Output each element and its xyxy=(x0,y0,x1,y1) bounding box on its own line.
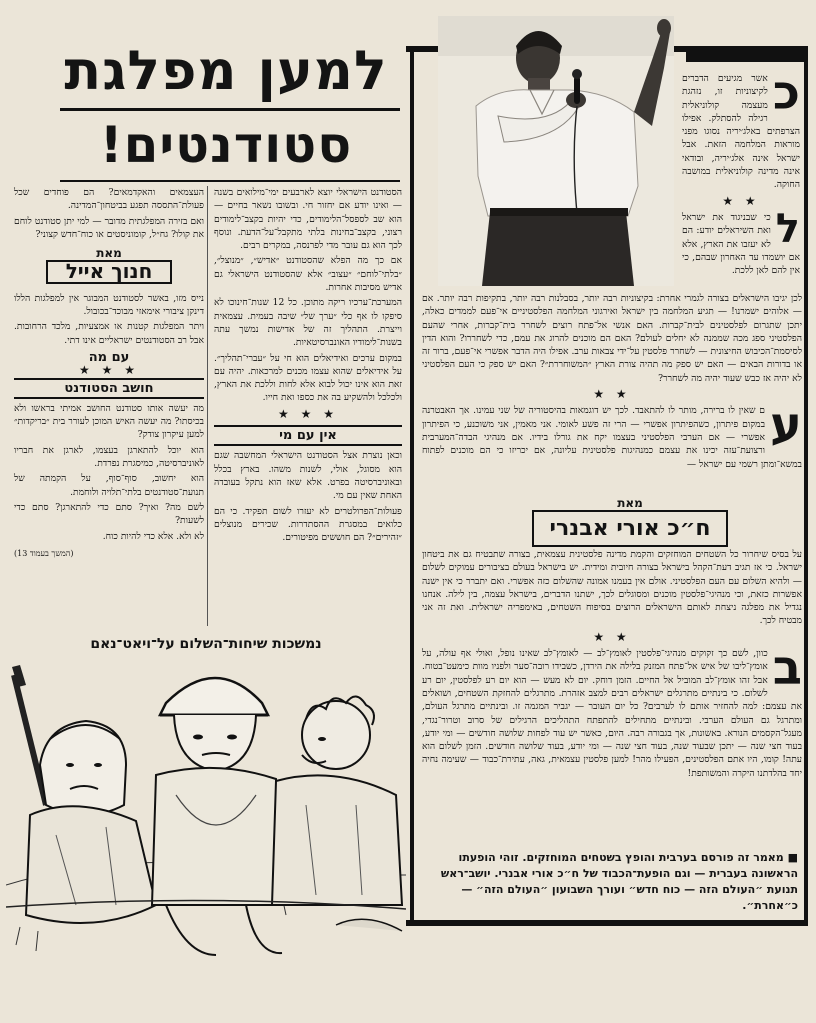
cartoon-illustration xyxy=(6,655,406,961)
right-body-column xyxy=(422,292,802,473)
left-col2-para7: הוא יחשוב, סוף־סוף, על הקמתה של תנועת־סטודנטים בלתי־תלויה ולוחמת. xyxy=(14,473,204,498)
left-col2-para6: הוא יוכל להתארגן בעצמו, לארגן את חבריו לאוניברסיטה, כמיסגרת נפרדת. xyxy=(14,444,204,470)
left-col2-para1: העצמאים והאקדמאים? הם פוחדים שכל פעולת־התססה תפגע בביטחון־המדינה. xyxy=(14,187,204,212)
headline-line-1: למען מפלגת xyxy=(64,39,388,102)
left-col1-para5: וכאן נוצרת אצל הסטודנט הישראלי המחשבה שגם הוא מסוגל, אולי, לשנות משהו. בארץ בכלל ובאוניברסיטה בפרט. אלא שאז הוא נתקל בעובדה האחת שאין עם מי. xyxy=(214,450,402,502)
speaker-photo xyxy=(438,16,674,286)
byline-prefix: מאת xyxy=(617,496,643,510)
paragraph-6: כוון, לשם כך זקוקים מנהיגי־פלסטין לאומץ־לב — לאומץ־לב שאינו נופל, ואולי אף עולה, על אומץ־ליבו של איש אל־פתח המזנק בלילה את הירדן, כשבידו רובה־סער ולפניו מוות כימעט־בטוח. אבל זהו אומץ־לב המוביל אל החיים. הזמן דוחק. יום לא מעש — הוא יום רע לפלסטין, יום רע לשלום. כי בינתיים מתרגלים ישראלים רבים למצב אזהרת. מתרגלים להחזקת השטחים, ושואלים את עצמם: למה להחזיר אותם לו לערבים? כל יום העובר — יגביר המגמה זו. ובינתיים מתרגל העולם, ומתרגל גם העולם הערבי. ובינתיים מתחילים להתפתח התהליכים הרגילים של סרוב וטרור־נגדי, מעגל־הקסמים הנורא. באשונות, אך בגבורה רבה. היום, כאשר יש עוד לפחות שלושה חודשים — ומי יודע, בעוד חצי שנה — יתכן שבעוד שנה, בעוד חצי שנה — ומי יודע, בעוד שלושה חודשים. הזמן לשלום הוא עתה! קומו, היו אתם הפלסטינים, הפעילו מהר! למען פלסטין עצמאית, גאה, עתירת־כבוד — שעימה נחיה יחד בהלדתנו היקרה והמשותפת! xyxy=(422,648,802,779)
left-byline xyxy=(14,247,204,284)
stars-divider: ★ ★ xyxy=(722,193,760,208)
dropcap-4: ב xyxy=(772,640,802,697)
left-col2-para5: מה יעשה אותו סטודנט החושב אמיתי בראשו ולא בכיסתו? מה יעשה האיש המוכן לעורר בית ״בריקדות״ למען עיקרון צודק? xyxy=(14,402,204,441)
left-col2-para3: נייס מזו, באשר לסטודנט המבוגר אין למפלגות הללו דינקן ציבורי אימאזי מבוכד־בכובול. xyxy=(14,292,204,318)
stars-divider-2: ★ ★ xyxy=(593,387,631,402)
left-col1-para2: אם כך מה הפלא שהסטודנט ״אדיש״, ״מנוצל״, ״בלתי־לוחם״ ״עצוב״ אלא שהסטודנט הישראלי גם אדיש מסיבות אחרות. xyxy=(214,255,402,294)
dropcap-2: ל xyxy=(775,205,800,252)
column-divider xyxy=(207,186,208,626)
left-stars-2: ★ ★ ★ xyxy=(79,363,139,378)
dropcap-1: כ xyxy=(772,65,800,121)
left-col1-para3: המערכת־ערכיו ריקה מתוכן. כל 12 שנות־חינוכו לא סיפקו לו אף כלי ״ערך של״ שיבה בעמית. עצמאית וייצרת. התהליך זה של אדישות נמשך עתה בשנות־לימודיו האונברסיטאיות. xyxy=(214,297,402,349)
frame-title-bar xyxy=(686,46,808,62)
headline-line-2: סטודנטים! xyxy=(99,116,353,174)
footnote-text: ■ מאמר זה פורסם בערבית והופץ בשטחים המוחזקים. זוהי הופעתו הראשונה בעברית — וגם הופעת־הכבוד של ח״כ אורי אבנרי. יושב־ראש תנועת ״העולם הזה — כוח חדש״ ועורך השבועון ״העולם הזה״ — כ״אחרת״. xyxy=(440,851,798,912)
byline-name: ח״כ אורי אבנרי xyxy=(532,510,729,547)
stars-divider-3: ★ ★ xyxy=(593,629,631,644)
intro-paragraph: אשר מגיעים הדברים לקיצוניות זו, נזהגת מעצמה קולוניאלית רגילה להסתלק. אפילו הצרפתים באלג׳יריה נסוגו מפני מוראות המלחמה הזאת. אבל ישראל אינה אלג׳יריה, ובודאי אינה מדינה קולוניאלית במושבה החוקה. xyxy=(682,73,800,191)
left-col1-para1: הסטודנט הישראלי יוצא לארבעים ימי־מילואים בשנה — ואינו יודע אם יחזור חי. ובשובו נשאר בחיים — הוא שב לספסל־הלימודים, כדי יהיות בקצב־לימודים רצוני, בקצב־בחינות בלתי מתקבל־על־הדעת. ונוסף לכך הוא גם עובר מדי לפרנסה, במקרים רבים. xyxy=(214,187,402,252)
dropcap-3: ע xyxy=(770,397,802,454)
right-intro-column xyxy=(682,65,800,279)
editor-footnote xyxy=(418,850,798,914)
left-col2-para8: לשם מה? ואיך? סתם כדי להתארגן? סתם כדי לשעות? xyxy=(14,501,204,527)
subhead-with-what: עם מה xyxy=(88,349,130,365)
left-byline-prefix: מאת xyxy=(96,246,122,261)
left-col1-para6: פעולות־הפרולטרים לא יעזרו לשום תפקיד. כי הם כלואים במסגרת ההסתדרות. שכירים מנוצלים ״זהירים״? הם חוששים מפיטורים. xyxy=(214,505,402,544)
left-column-1 xyxy=(214,186,402,546)
paragraph-2: כי שבניגוד את ישראל ואת השיראלים יודע: הם לא יעזבו את הארץ, אלא אם יושמדו עד האחרון שבהם, כי אין להם לאן ללכת. xyxy=(682,211,800,277)
cartoon-caption: נמשכות שיחות־השלום על־ויאט־נאם xyxy=(90,636,322,652)
left-col2-para2: ואם בזירה המפלגתית מדובר — למי יתן סטודנט לוחם את קולו? גח״ל, קומוניסטים או כוח־חדש קצוני? xyxy=(14,215,204,240)
frame-top-bar xyxy=(406,46,442,52)
left-col2-para4: ויתר המפלגות קטנות או אמצעיות, מלכד הרחובות. אבל רב הסטודנטים ישראליים אינו דתי. xyxy=(14,321,204,346)
headline-rule-2 xyxy=(60,180,400,182)
left-col2-para9: לא ולא. אלא כדי להיות כוח. xyxy=(102,530,204,542)
subhead-no-one: אין עם מי xyxy=(214,425,402,446)
right-byline xyxy=(510,496,750,547)
headline-rule xyxy=(60,108,400,111)
left-byline-name: חנוך אייל xyxy=(46,260,173,283)
paragraph-4: ם שאין לו ברירה, מותר לו להתאבד. לכך יש דוגמאות בהיסטוריה של שני עמינו. אך האבטרנה במקום פיתרון, כשהפיתרון אפשרי — הרי זה פשע לאומי. אני מאמין, אני משוכנע, כי הפיתרון אפשרי — אם הערבי הפלסטיני בעצמו יקח את גורלו בידיו. אם מנהיגי הבדה־המערבית ורצועת־עזה יכינו את עצמם כמנהיגות פלסטינית עליונה, אם יכריזו כי הם מוכנים לפתוח במשא־ומתן רשמי עם ישראל — xyxy=(422,405,802,470)
right-body-column-2 xyxy=(422,548,802,782)
paragraph-5: על בסיס שיחרור כל השטחים המוחזקים והקמת מדינה פלסטינית עצמאית, בצורה שתבטיח גם את ביטחון ישראל. כי אז תגיב דעת־הקהל בישראל בצורה חיובית ומידית. יש בישראל בעולם בציבורים עמוקים לשלום — ולהיא השלום עם העם הפלסטיני. אולם אין בעמנו אמונה שהשלום כזה אפשרי. ואם יתברר כי אין ישנה אפשרות כזאת, וכי מנהיגי־פלסטין מוכנים ומסוגלים לכך, ישתנו הדברים, בישראל עצמה, בין לילה. אנחנו נגדיל את מפלגה ניצחת לאותם הישראלים הרוצים בסיפוח השטחים, באימפריה ישראלית. ואת זה אני מבטיח לכך. xyxy=(422,549,802,627)
left-column-2 xyxy=(14,186,204,560)
frame-bottom-bar xyxy=(406,920,808,926)
continued-note: (המשך בעמוד 13) xyxy=(14,548,74,558)
left-stars: ★ ★ ★ xyxy=(278,406,338,421)
left-col1-para4: במקום ערכים ואידיאלים הוא חי על ״עברי־תהליך״. על אידיאלים שהוא עצמו מכנים למרכאות. יהיה עם זאת הוא אינו יכול לבוא אלא לחות וללכת את הארץ, ולכלכל ולהשקיע בה את כספו ואת חייו. xyxy=(214,352,402,404)
paragraph-3: לכן יגיבו הישראלים בצורה לגמרי אחרת: בקיצוניות רבה יותר, בסבלנות רבה יותר, בתקיפות רבה יותר. אם — אלוהים ישמרנו! — תגיע המלחמה בין ישראל ואירגוני המלחמה הפלסטיניים אי־פעם לממדים כאלה, יתכן שתגרום לפלסטינים לבית־קברות. האם אנשי אל־פתח רוצים לשחרר בית־קברות, אחרי שהעם הפלסטיני ספג מכה שממנה לא יחלים לעולם? האם הם מוכנים להרוג את עמם, כדי לשחררו? והוא הדין לסיסמת־הכיבוש החיצונית — לשחרר פלסטין על־ידי צבאות ערב. אפילו היה הדבר אפשרי אי־פעם, ברור זה או בדורות הבאים — האם יש ספק מה תהיה צורת הארץ ״המשוחררת״? האם יש ספק כי העם הפלסטיני לא יהיה אז כבש שעוד יהיה מה לשחרר? xyxy=(422,293,802,384)
subhead-thinking-student: חושב הסטודנט xyxy=(14,378,204,399)
